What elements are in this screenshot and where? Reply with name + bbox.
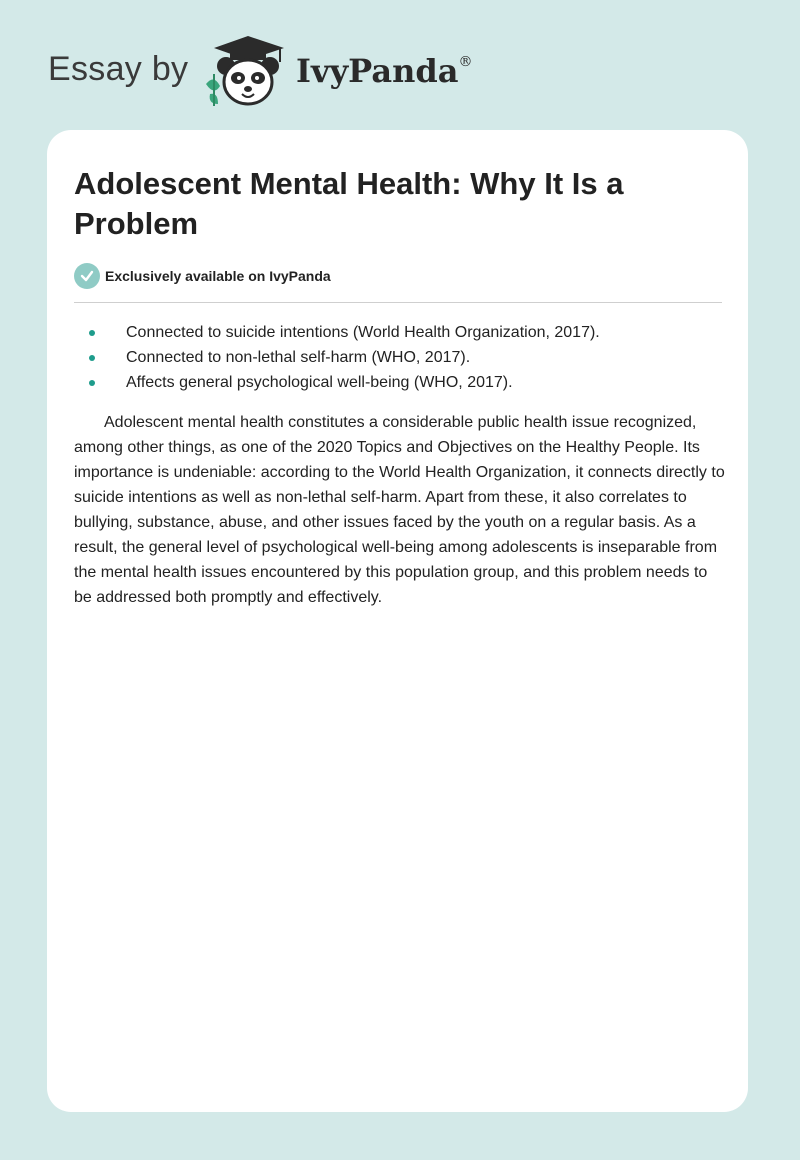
- bullet-dot-icon: [89, 355, 95, 361]
- panda-graduate-icon[interactable]: [200, 34, 292, 108]
- badge-text: Exclusively available on IvyPanda: [105, 268, 331, 284]
- list-item-text: Connected to non-lethal self-harm (WHO, 2017).: [126, 349, 471, 366]
- document-card: [47, 130, 748, 1112]
- bullet-dot-icon: [89, 330, 95, 336]
- site-header: [0, 0, 800, 120]
- bullet-dot-icon: [89, 380, 95, 386]
- list-item-text: Affects general psychological well-being (WHO, 2017).: [126, 374, 513, 391]
- essay-by-label: Essay by: [48, 50, 189, 88]
- page-title: Adolescent Mental Health: Why It Is a Problem: [74, 166, 624, 241]
- exclusive-badge: [74, 263, 331, 289]
- check-circle-icon: [74, 263, 100, 289]
- bullet-list: [74, 320, 722, 395]
- body-paragraph: Adolescent mental health constitutes a considerable public health issue recognized, among other things, as one of the 2020 Topics and Objectives on the Healthy People. Its importance is undeniable: according to the World Health Organization, it connects directly to suicide intentions as well as non-lethal self-harm. Apart from these, it also correlates to bullying, substance, abuse, and other issues faced by the youth on a regular basis. As a result, the general level of psychological well-being among adolescents is inseparable from the mental health issues encountered by this population group, and this problem needs to be addressed both promptly and effectively.: [74, 414, 725, 606]
- registered-mark: ®: [458, 54, 473, 71]
- divider: [74, 302, 722, 303]
- list-item: [74, 320, 722, 345]
- list-item-text: Connected to suicide intentions (World Health Organization, 2017).: [126, 324, 600, 341]
- brand-name[interactable]: IvyPanda®: [296, 52, 473, 90]
- list-item: [74, 345, 722, 370]
- list-item: [74, 370, 722, 395]
